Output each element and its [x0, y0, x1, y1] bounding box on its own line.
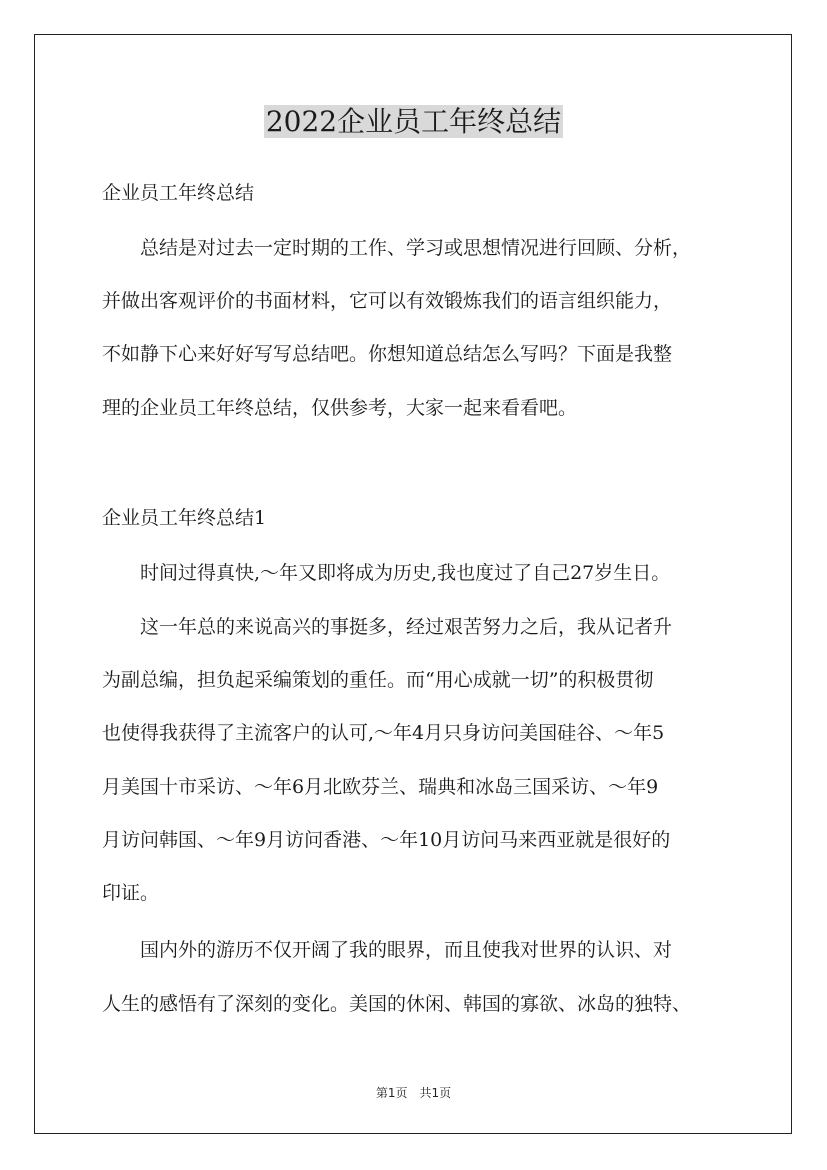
title-highlight: 2022企业员工年终总结 [265, 105, 562, 138]
subheading: 企业员工年终总结 [102, 182, 255, 204]
body-line-5: 月美国十市采访、～年6月北欧芬兰、瑞典和冰岛三国采访、～年9 [102, 776, 659, 798]
body-line-3: 为副总编，担负起采编策划的重任。而“用心成就一切”的积极贯彻 [102, 669, 654, 691]
intro-line-2: 并做出客观评价的书面材料，它可以有效锻炼我们的语言组织能力， [102, 290, 673, 312]
page-number: 第1页 共1页 [375, 1086, 452, 1100]
section-heading: 企业员工年终总结1 [102, 507, 267, 529]
body-line-2: 这一年总的来说高兴的事挺多，经过艰苦努力之后，我从记者升 [102, 616, 673, 638]
body-line-6: 月访问韩国、～年9月访问香港、～年10月访问马来西亚就是很好的 [102, 829, 671, 851]
body-line-8: 国内外的游历不仅开阔了我的眼界，而且使我对世界的认识、对 [102, 939, 673, 961]
intro-line-3: 不如静下心来好好写写总结吧。你想知道总结怎么写吗？下面是我整 [102, 343, 673, 365]
body-line-4: 也使得我获得了主流客户的认可,～年4月只身访问美国硅谷、～年5 [102, 722, 665, 744]
body-line-7: 印证。 [102, 882, 160, 904]
intro-line-1: 总结是对过去一定时期的工作、学习或思想情况进行回顾、分析， [102, 237, 692, 259]
intro-line-4: 理的企业员工年终总结，仅供参考，大家一起来看看吧。 [102, 397, 578, 419]
body-line-9: 人生的感悟有了深刻的变化。美国的休闲、韩国的寡欲、冰岛的独特、 [102, 993, 692, 1015]
body-line-1: 时间过得真快,～年又即将成为历史,我也度过了自己27岁生日。 [102, 562, 671, 584]
document-title [0, 100, 827, 144]
